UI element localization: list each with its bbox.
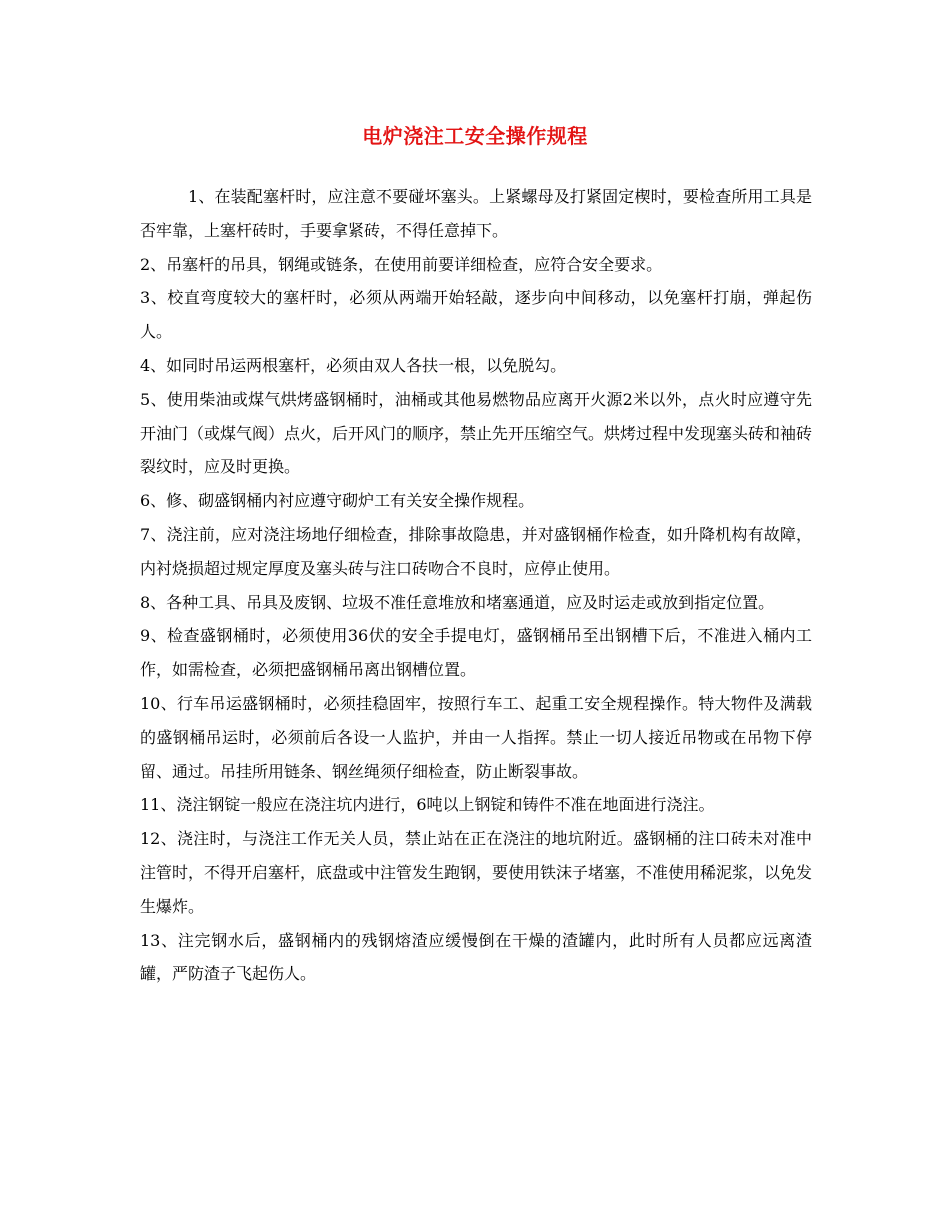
rule-paragraph-9: 9、检查盛钢桶时，必须使用36伏的安全手提电灯，盛钢桶吊至出钢槽下后，不准进入桶内工作，如需检查，必须把盛钢桶吊离出钢槽位置。 <box>140 626 812 680</box>
rule-paragraph-7: 7、浇注前，应对浇注场地仔细检查，排除事故隐患，并对盛钢桶作检查，如升降机构有故障，内衬烧损超过规定厚度及塞头砖与注口砖吻合不良时，应停止使用。 <box>140 524 812 578</box>
rule-paragraph-1: 1、在装配塞杆时，应注意不要碰坏塞头。上紧螺母及打紧固定楔时，要检查所用工具是否牢靠，上塞杆砖时，手要拿紧砖，不得任意掉下。 <box>140 187 812 240</box>
rule-paragraph-2: 2、吊塞杆的吊具，钢绳或链条，在使用前要详细检查，应符合安全要求。 <box>140 254 663 274</box>
rule-paragraph-13: 13、注完钢水后，盛钢桶内的残钢熔渣应缓慢倒在干燥的渣罐内，此时所有人员都应远离渣罐，严防渣子飞起伤人。 <box>140 930 812 984</box>
rule-paragraph-5: 5、使用柴油或煤气烘烤盛钢桶时，油桶或其他易燃物品应离开火源2米以外，点火时应遵守先开油门（或煤气阀）点火，后开风门的顺序，禁止先开压缩空气。烘烤过程中发现塞头砖和袖砖裂纹时，应及时更换。 <box>140 389 813 477</box>
document-body <box>140 180 812 991</box>
rule-paragraph-3: 3、校直弯度较大的塞杆时，必须从两端开始轻敲，逐步向中间移动，以免塞杆打崩，弹起伤人。 <box>140 288 812 342</box>
rule-paragraph-10: 10、行车吊运盛钢桶时，必须挂稳固牢，按照行车工、起重工安全规程操作。特大物件及满载的盛钢桶吊运时，必须前后各设一人监护，并由一人指挥。禁止一切人接近吊物或在吊物下停留、通过。吊挂所用链条、钢丝绳须仔细检查，防止断裂事故。 <box>140 693 812 781</box>
rule-paragraph-6: 6、修、砌盛钢桶内衬应遵守砌炉工有关安全操作规程。 <box>140 491 535 511</box>
rule-paragraph-12: 12、浇注时，与浇注工作无关人员，禁止站在正在浇注的地坑附近。盛钢桶的注口砖未对准中注管时，不得开启塞杆，底盘或中注管发生跑钢，要使用铁沫子堵塞，不准使用稀泥浆，以免发生爆炸。 <box>140 829 813 916</box>
rule-paragraph-8: 8、各种工具、吊具及废钢、垃圾不准任意堆放和堵塞通道，应及时运走或放到指定位置。 <box>140 592 775 612</box>
rule-paragraph-4: 4、如同时吊运两根塞杆，必须由双人各扶一根，以免脱勾。 <box>140 355 567 375</box>
rule-paragraph-11: 11、浇注钢锭一般应在浇注坑内进行，6吨以上钢锭和铸件不准在地面进行浇注。 <box>140 795 715 815</box>
document-title: 电炉浇注工安全操作规程 <box>362 124 588 148</box>
